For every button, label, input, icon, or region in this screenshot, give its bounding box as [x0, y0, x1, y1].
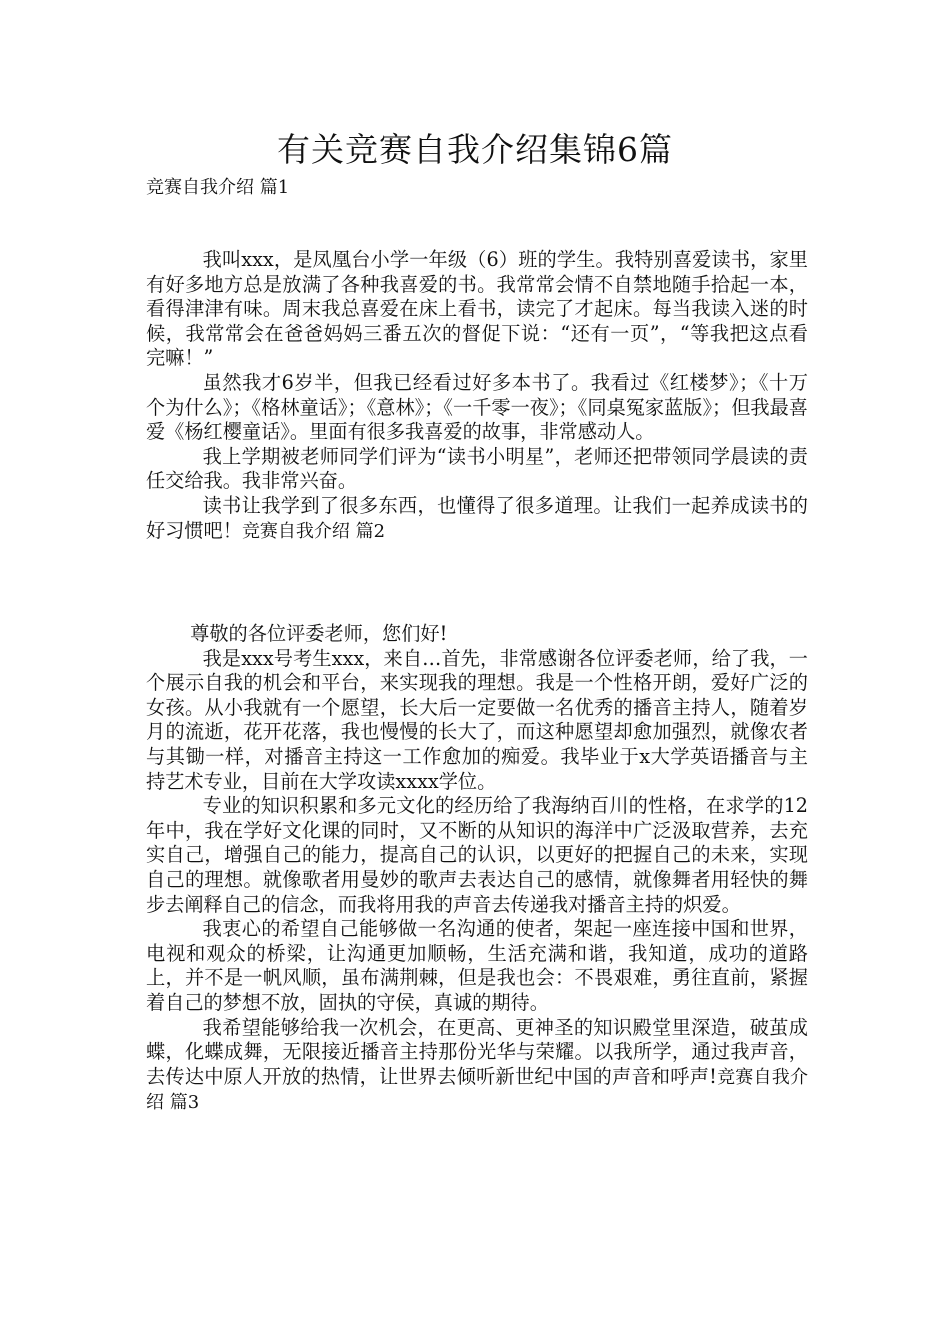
paragraph	[146, 1016, 808, 1116]
paragraph: 我上学期被老师同学们评为“读书小明星”，老师还把带领同学晨读的责任交给我。我非常兴奋。	[146, 444, 808, 493]
paragraph-text: 读书让我学到了很多东西，也懂得了很多道理。让我们一起养成读书的好习惯吧！	[146, 493, 808, 542]
section-2-body	[146, 622, 808, 1116]
section-heading-3: 竞赛自我介绍 篇3	[146, 1066, 808, 1114]
paragraph: 我是xxx号考生xxx，来自…首先，非常感谢各位评委老师，给了我，一个展示自我的机会和平台，来实现我的理想。我是一个性格开朗，爱好广泛的女孩。从小我就有一个愿望，长大后一定要做一名优秀的播音主持人，随着岁月的流逝，花开花落，我也慢慢的长大了，而这种愿望却愈加强烈，就像农者与其锄一样，对播音主持这一工作愈加的痴爱。我毕业于x大学英语播音与主持艺术专业，目前在大学攻读xxxx学位。	[146, 646, 808, 793]
paragraph-text: 我希望能够给我一次机会，在更高、更神圣的知识殿堂里深造，破茧成蝶，化蝶成舞，无限接近播音主持那份光华与荣耀。以我所学，通过我声音，去传达中原人开放的热情，让世界去倾听新世纪中国的声音和呼声!	[146, 1015, 808, 1088]
paragraph: 专业的知识积累和多元文化的经历给了我海纳百川的性格，在求学的12年中，我在学好文化课的同时，又不断的从知识的海洋中广泛汲取营养，去充实自己，增强自己的能力，提高自己的认识，以更好的把握自己的未来，实现自己的理想。就像歌者用曼妙的歌声去表达自己的感情，就像舞者用轻快的舞步去阐释自己的信念，而我将用我的声音去传递我对播音主持的炽爱。	[146, 794, 808, 916]
paragraph: 我叫xxx，是凤凰台小学一年级（6）班的学生。我特别喜爱读书，家里有好多地方总是放满了各种我喜爱的书。我常常会情不自禁地随手拾起一本，看得津津有味。周末我总喜爱在床上看书，读完了才起床。每当我读入迷的时候，我常常会在爸爸妈妈三番五次的督促下说：“还有一页”，“等我把这点看完嘛！”	[146, 248, 808, 370]
paragraph	[146, 494, 808, 544]
greeting: 尊敬的各位评委老师，您们好!	[190, 622, 448, 645]
section-1-body	[146, 248, 808, 544]
section-heading-1: 竞赛自我介绍 篇1	[146, 177, 290, 198]
document-title: 有关竞赛自我介绍集锦6篇	[277, 130, 673, 169]
section-heading-2: 竞赛自我介绍 篇2	[241, 520, 386, 542]
paragraph: 虽然我才6岁半，但我已经看过好多本书了。我看过《红楼梦》；《十万个为什么》；《格林童话》；《意林》；《一千零一夜》；《同桌冤家蓝版》；但我最喜爱《杨红樱童话》。里面有很多我喜爱的故事，非常感动人。	[146, 370, 808, 444]
paragraph: 我衷心的希望自己能够做一名沟通的使者，架起一座连接中国和世界，电视和观众的桥梁，让沟通更加顺畅，生活充满和谐，我知道，成功的道路上，并不是一帆风顺，虽布满荆棘，但是我也会：不畏艰难，勇往直前，紧握着自己的梦想不放，固执的守侯，真诚的期待。	[146, 917, 808, 1014]
